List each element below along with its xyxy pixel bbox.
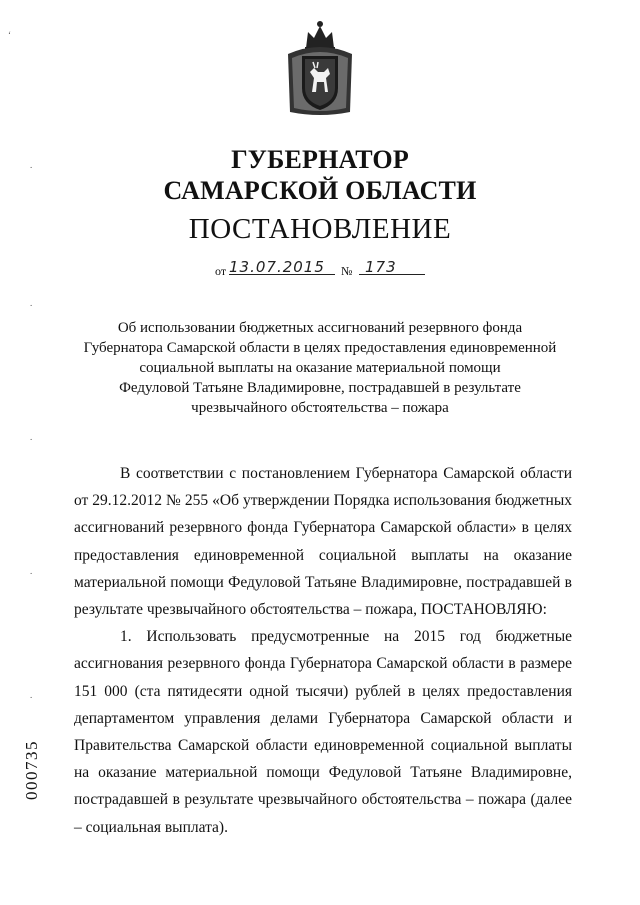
subject-line: социальной выплаты на оказание материальной помощи [139, 360, 501, 376]
samara-coat-of-arms-icon [284, 18, 356, 118]
margin-scan-mark: . [30, 160, 33, 170]
margin-scan-mark: ‘ [8, 30, 11, 40]
subject-line: Об использовании бюджетных ассигнований резервного фонда [117, 320, 523, 336]
date-underline [229, 274, 335, 275]
number-value: 173 [365, 258, 397, 276]
document-type: ПОСТАНОВЛЕНИЕ [188, 213, 452, 245]
preamble-paragraph: В соответствии с постановлением Губернатора Самарской области от 29.12.2012 № 255 «Об утверждении Порядка использования бюджетных ассигнований резервного фонда Губернатора Самарской области» в целях предоставления единовременной социальной выплаты на оказание материальной помощи Федуловой Татьяне Владимировне, пострадавшей в результате чрезвычайного обстоятельства – пожара, ПОСТАНОВЛЯЮ: [74, 465, 572, 619]
subject-line: чрезвычайного обстоятельства – пожара [191, 400, 449, 416]
margin-scan-mark: . [30, 298, 33, 308]
document-body [74, 460, 572, 841]
margin-scan-mark: . [30, 432, 33, 442]
number-prefix: № [341, 264, 353, 278]
document-subject [0, 318, 640, 418]
number-underline [359, 274, 425, 275]
issuer-line-2: САМАРСКОЙ ОБЛАСТИ [163, 176, 477, 205]
issuer-line-1: ГУБЕРНАТОР [231, 145, 409, 174]
subject-line: Федуловой Татьяне Владимировне, пострадавшей в результате [119, 380, 521, 396]
date-value: 13.07.2015 [229, 258, 325, 276]
subject-line: Губернатора Самарской области в целях предоставления единовременной [83, 340, 557, 356]
margin-scan-mark: . [30, 566, 33, 576]
margin-scan-mark: . [30, 690, 33, 700]
clause-1-paragraph: 1. Использовать предусмотренные на 2015 год бюджетные ассигнования резервного фонда Губернатора Самарской области в размере 151 000 (ста пятидесяти одной тысячи) рублей в целях предоставления департаментом управления делами Губернатора Самарской области и Правительства Самарской области единовременной социальной выплаты на оказание материальной помощи Федуловой Татьяне Владимировне, пострадавшей в результате чрезвычайного обстоятельства – пожара (далее – социальная выплата). [74, 628, 572, 836]
archive-number: 000735 [22, 740, 41, 800]
date-prefix: от [215, 264, 227, 278]
